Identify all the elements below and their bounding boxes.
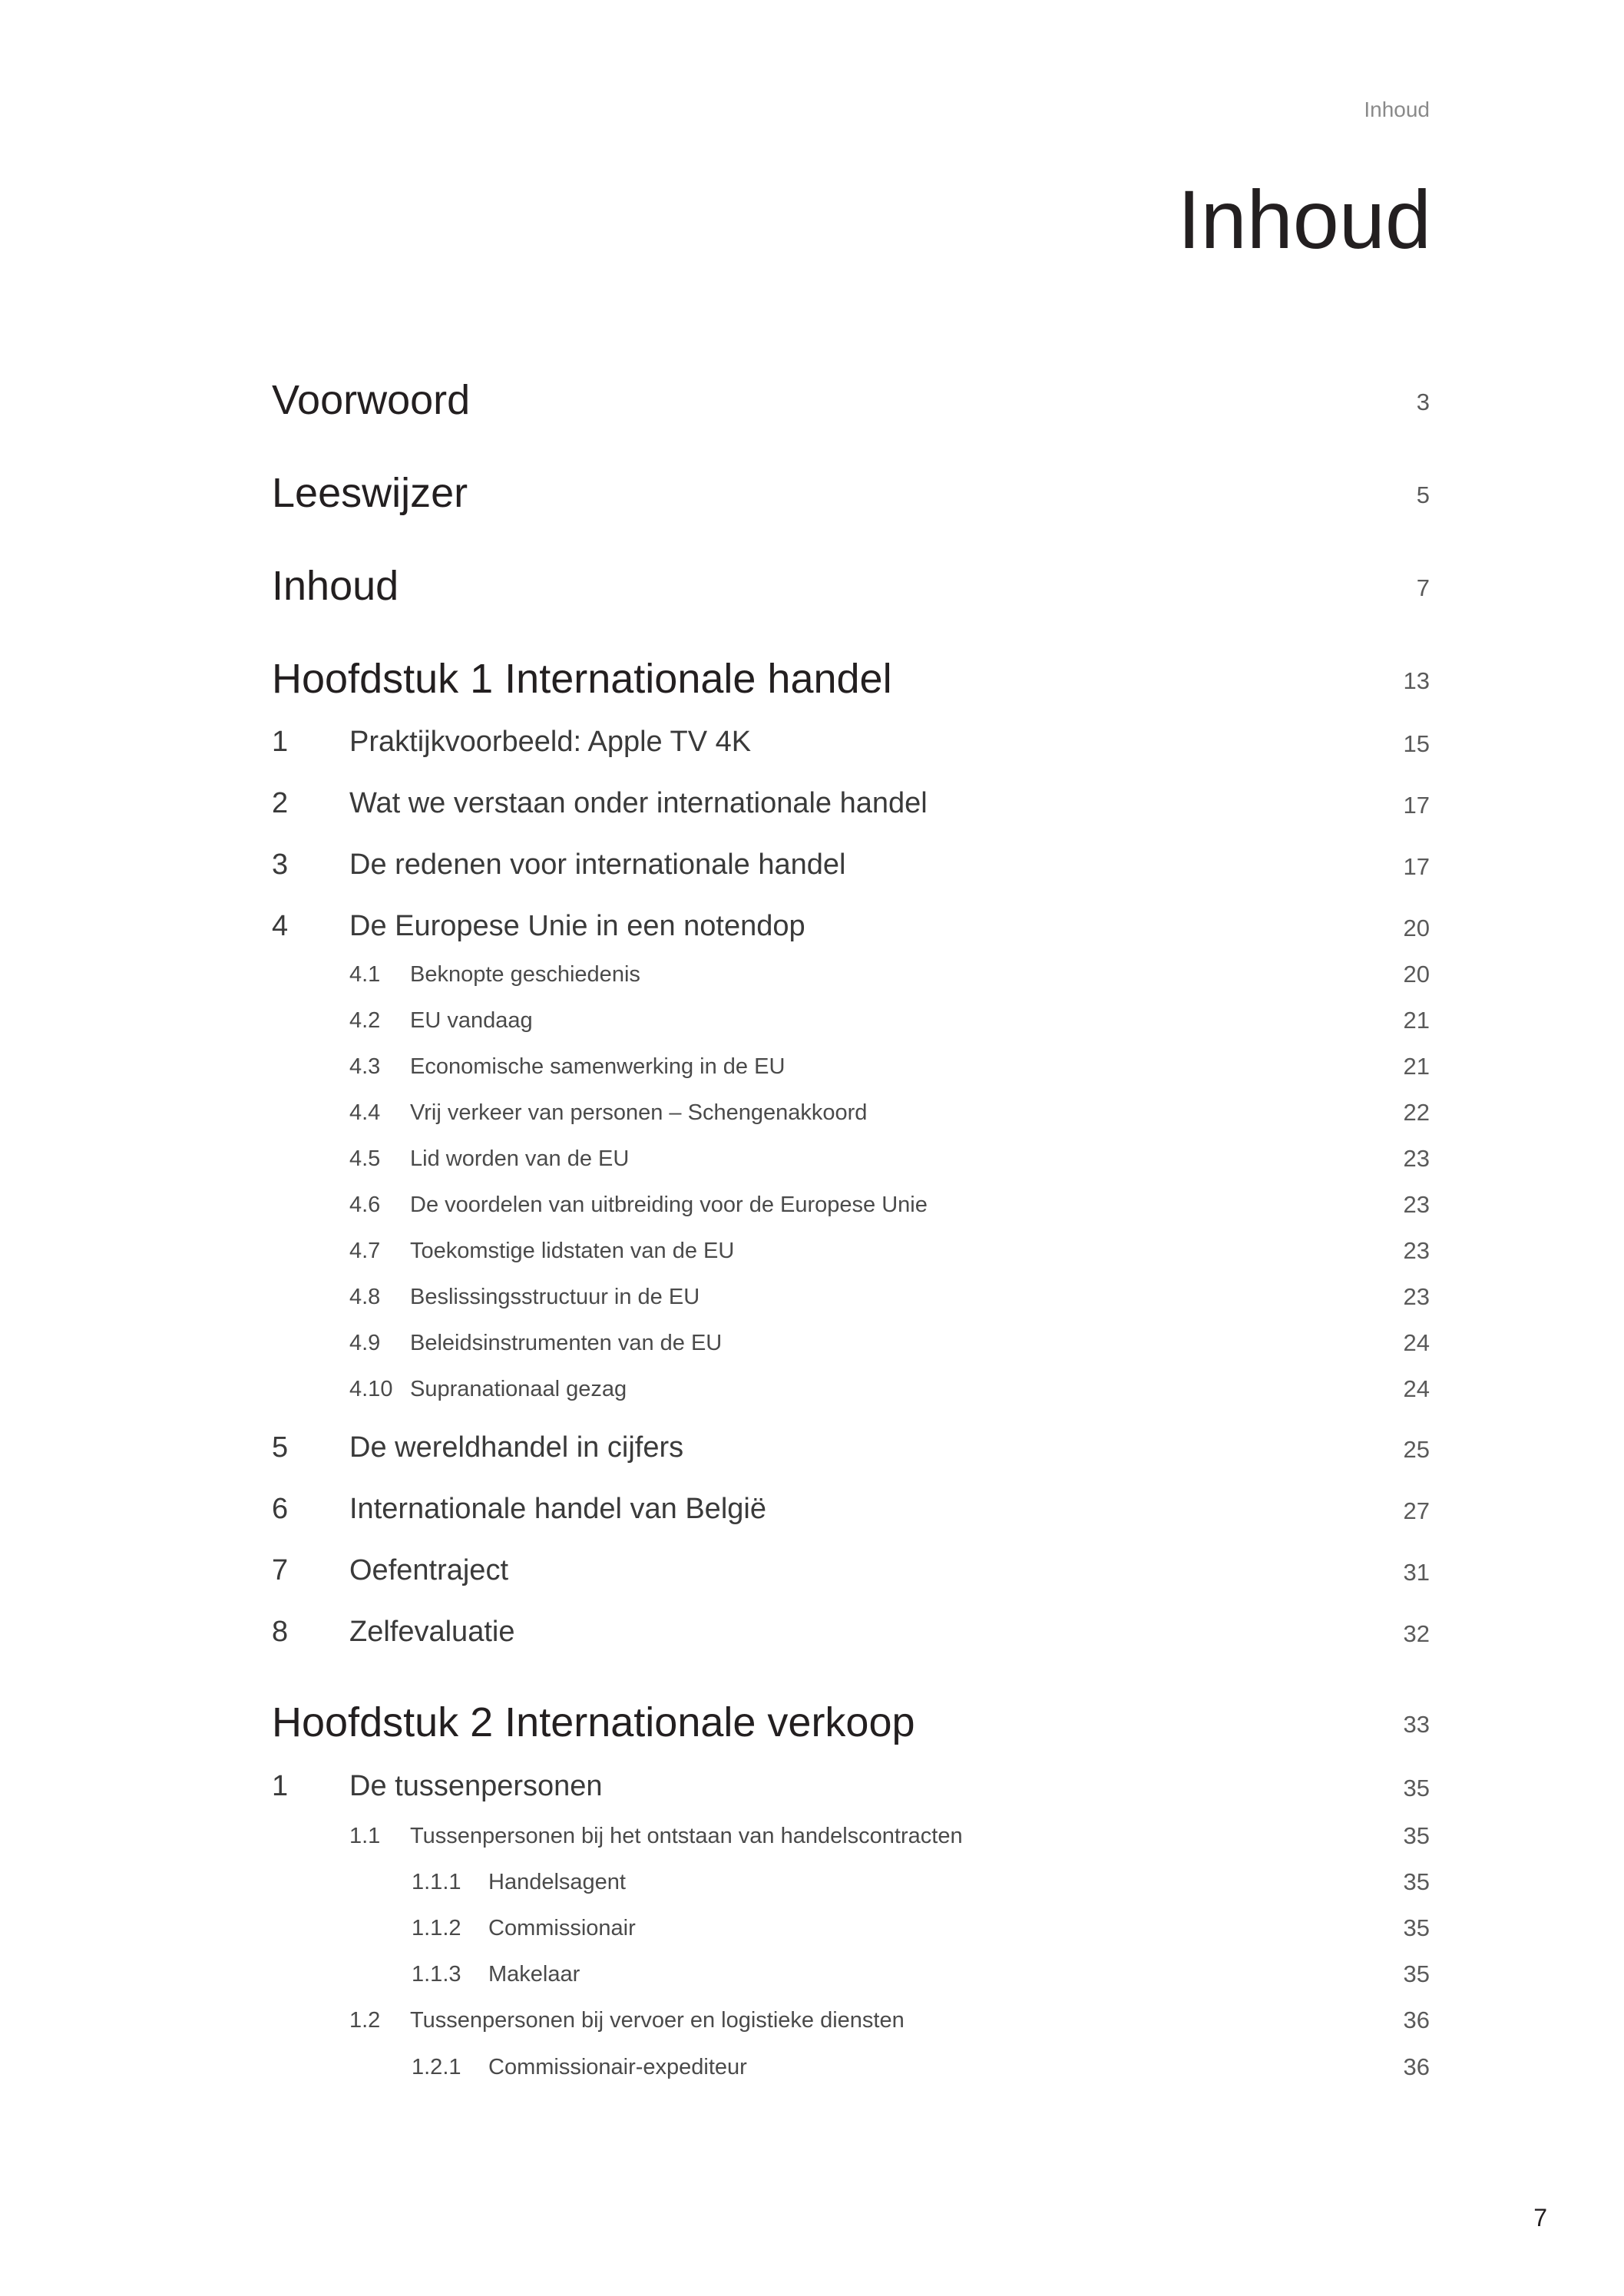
toc-entry-page: 35	[1403, 1775, 1430, 1801]
toc-entry-title: Voorwoord	[272, 377, 471, 423]
toc-entry-title: Oefentraject	[349, 1554, 508, 1586]
toc-entry-title: De wereldhandel in cijfers	[349, 1431, 684, 1464]
toc-entry-title: Hoofdstuk 1 Internationale handel	[272, 656, 892, 702]
toc-entry-number: 1.2.1	[412, 2055, 461, 2079]
toc-entry-number: 4.5	[349, 1146, 381, 1171]
toc-entry-title: De redenen voor internationale handel	[349, 849, 846, 881]
toc-entry-page: 31	[1403, 1559, 1430, 1586]
toc-entry-title: Zelfevaluatie	[349, 1616, 515, 1648]
toc-entry-title: Leeswijzer	[272, 470, 468, 516]
toc-entry-number: 4.10	[349, 1377, 393, 1401]
toc-entry-page: 13	[1403, 667, 1430, 694]
toc-entry-page: 23	[1403, 1237, 1430, 1264]
toc-entry-title: Internationale handel van België	[349, 1493, 766, 1525]
toc-entry-number: 4.8	[349, 1285, 381, 1309]
toc-entry-page: 21	[1403, 1007, 1430, 1034]
toc-entry-number: 4.9	[349, 1331, 381, 1355]
toc-entry-page: 17	[1403, 853, 1430, 880]
toc-entry-title: Toekomstige lidstaten van de EU	[410, 1239, 735, 1263]
toc-entry-page: 36	[1403, 2007, 1430, 2033]
page-number: 7	[1533, 2204, 1547, 2231]
toc-entry-title: Beknopte geschiedenis	[410, 962, 640, 987]
toc-entry-number: 1.2	[349, 2008, 381, 2033]
toc-entry-page: 25	[1403, 1436, 1430, 1463]
toc-entry-title: Praktijkvoorbeeld: Apple TV 4K	[349, 726, 752, 758]
toc-entry-number: 4.3	[349, 1054, 381, 1079]
toc-entry-title: Beleidsinstrumenten van de EU	[410, 1331, 723, 1355]
toc-entry-page: 20	[1403, 915, 1430, 941]
toc-entry-title: Supranationaal gezag	[410, 1377, 627, 1401]
toc-entry-page: 15	[1403, 730, 1430, 757]
toc-entry-page: 35	[1403, 1822, 1430, 1849]
toc-entry-number: 1.1.1	[412, 1870, 461, 1894]
toc-entry-title: Economische samenwerking in de EU	[410, 1054, 786, 1079]
toc-entry-title: Wat we verstaan onder internationale handel	[349, 787, 928, 819]
toc-entry-number: 5	[272, 1431, 289, 1464]
toc-entry-page: 32	[1403, 1620, 1430, 1647]
toc-entry-title: Hoofdstuk 2 Internationale verkoop	[272, 1699, 915, 1745]
toc-entry-number: 4	[272, 910, 289, 942]
toc-entry-page: 24	[1403, 1375, 1430, 1402]
toc-entry-page: 17	[1403, 792, 1430, 819]
toc-entry-number: 7	[272, 1554, 289, 1586]
toc-entry-number: 1	[272, 726, 289, 758]
toc-entry-page: 36	[1403, 2053, 1430, 2080]
toc-entry-page: 22	[1403, 1099, 1430, 1126]
toc-entry-number: 8	[272, 1616, 289, 1648]
toc-entry-title: Handelsagent	[488, 1870, 626, 1894]
toc-entry-number: 1.1.2	[412, 1916, 461, 1940]
toc-entry-title: De Europese Unie in een notendop	[349, 910, 805, 942]
toc-entry-title: Lid worden van de EU	[410, 1146, 630, 1171]
toc-entry-page: 3	[1416, 389, 1430, 415]
toc-entry-number: 4.2	[349, 1008, 381, 1033]
toc-entry-title: Commissionair	[488, 1916, 636, 1940]
toc-entry-page: 7	[1416, 574, 1430, 601]
toc-entry-number: 2	[272, 787, 289, 819]
running-header: Inhoud	[1364, 98, 1430, 121]
toc-entry-number: 1.1.3	[412, 1962, 461, 1987]
toc-entry-title: Tussenpersonen bij het ontstaan van handelscontracten	[410, 1824, 963, 1848]
toc-entry-title: EU vandaag	[410, 1008, 533, 1033]
toc-entry-page: 21	[1403, 1053, 1430, 1080]
toc-entry-page: 35	[1403, 1868, 1430, 1895]
toc-entry-page: 24	[1403, 1329, 1430, 1356]
toc-entry-number: 3	[272, 849, 289, 881]
toc-entry-number: 4.1	[349, 962, 381, 987]
toc-entry-title: Commissionair-expediteur	[488, 2055, 747, 2079]
toc-entry-page: 23	[1403, 1283, 1430, 1310]
toc-entry-title: Tussenpersonen bij vervoer en logistieke diensten	[410, 2008, 905, 2033]
toc-entry-number: 1.1	[349, 1824, 381, 1848]
toc-entry-title: Makelaar	[488, 1962, 580, 1987]
toc-entry-number: 4.7	[349, 1239, 381, 1263]
toc-entry-page: 23	[1403, 1191, 1430, 1218]
toc-entry-page: 20	[1403, 961, 1430, 988]
toc-entry-number: 6	[272, 1493, 289, 1525]
toc-entry-page: 33	[1403, 1711, 1430, 1738]
page-title: Inhoud	[1177, 173, 1431, 266]
toc-entry-number: 4.6	[349, 1193, 381, 1217]
toc-entry-page: 35	[1403, 1914, 1430, 1941]
toc-entry-number: 4.4	[349, 1100, 381, 1125]
toc-entry-page: 23	[1403, 1145, 1430, 1172]
toc-entry-title: De tussenpersonen	[349, 1770, 603, 1802]
toc-entry-title: Inhoud	[272, 563, 399, 609]
toc-entry-title: Beslissingsstructuur in de EU	[410, 1285, 700, 1309]
toc-entry-page: 5	[1416, 481, 1430, 508]
toc-entry-title: De voordelen van uitbreiding voor de Europese Unie	[410, 1193, 928, 1217]
toc-entry-page: 27	[1403, 1497, 1430, 1524]
toc-entry-page: 35	[1403, 1960, 1430, 1987]
toc-entry-number: 1	[272, 1770, 289, 1802]
toc-entry-title: Vrij verkeer van personen – Schengenakkoord	[410, 1100, 868, 1125]
